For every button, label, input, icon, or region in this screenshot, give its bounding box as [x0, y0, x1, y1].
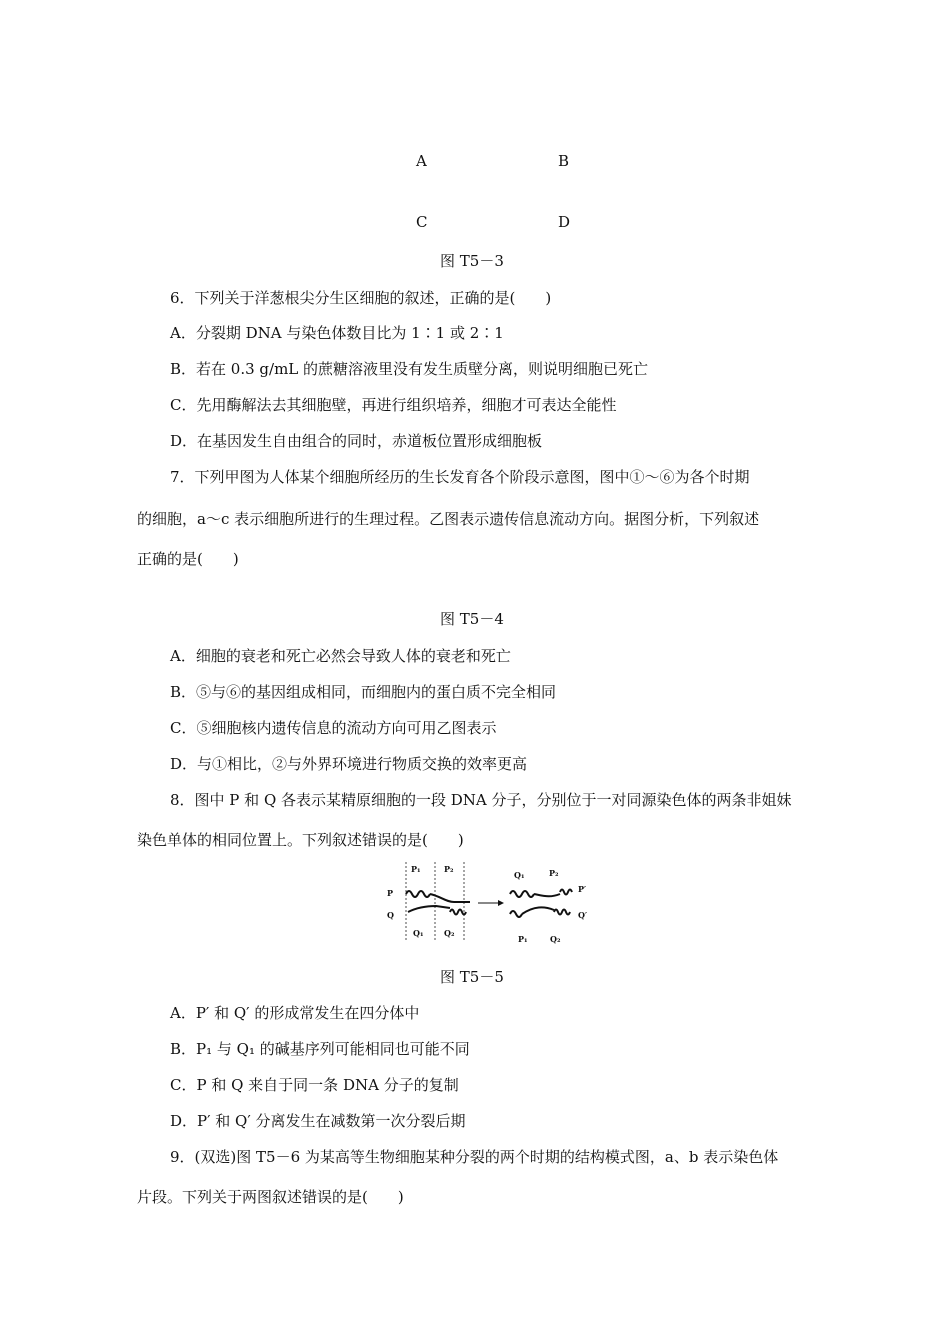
fig5-right-label-p1: P₁ — [518, 934, 528, 944]
q8-stem-line-2: 染色单体的相同位置上。下列叙述错误的是( ) — [137, 831, 464, 849]
q6-option-c: C．先用酶解法去其细胞壁，再进行组织培养，细胞才可表达全能性 — [170, 396, 617, 414]
fig3-label-a: A — [416, 152, 427, 170]
q7-option-c: C．⑤细胞核内遗传信息的流动方向可用乙图表示 — [170, 719, 497, 737]
fig5-left-q-strand — [408, 906, 466, 915]
fig3-label-b: B — [558, 152, 570, 170]
fig5-label-p2: P₂ — [444, 864, 454, 874]
fig3-label-d: D — [558, 213, 571, 231]
q6-option-b: B．若在 0.3 g/mL 的蔗糖溶液里没有发生质壁分离，则说明细胞已死亡 — [170, 360, 649, 378]
fig4-caption: 图 T5－4 — [440, 610, 504, 628]
q6-option-d: D．在基因发生自由组合的同时，赤道板位置形成细胞板 — [170, 432, 543, 450]
q8-option-a: A．P′ 和 Q′ 的形成常发生在四分体中 — [170, 1004, 420, 1022]
fig5-caption: 图 T5－5 — [440, 968, 504, 986]
q9-stem-line-2: 片段。下列关于两图叙述错误的是( ) — [137, 1188, 404, 1206]
fig5-right-label-q2: Q₂ — [550, 934, 561, 944]
q6-stem: 6．下列关于洋葱根尖分生区细胞的叙述，正确的是( ) — [170, 289, 552, 307]
q7-stem-line-3: 正确的是( ) — [137, 550, 239, 568]
q7-stem-line-1: 7．下列甲图为人体某个细胞所经历的生长发育各个阶段示意图，图中①～⑥为各个时期 — [170, 468, 750, 486]
q8-option-c: C．P 和 Q 来自于同一条 DNA 分子的复制 — [170, 1076, 459, 1094]
fig5-arrowhead — [498, 900, 504, 906]
fig5-right-label-p-prime: P′ — [578, 884, 587, 894]
q6-option-a: A．分裂期 DNA 与染色体数目比为 1∶1 或 2∶1 — [170, 324, 504, 342]
q7-option-d: D．与①相比，②与外界环境进行物质交换的效率更高 — [170, 755, 528, 773]
q7-stem-line-2: 的细胞，a～c 表示细胞所进行的生理过程。乙图表示遗传信息流动方向。据图分析，下列叙述 — [137, 510, 760, 528]
fig5-label-p: P — [387, 888, 394, 898]
q7-option-b: B．⑤与⑥的基因组成相同，而细胞内的蛋白质不完全相同 — [170, 683, 557, 701]
q9-stem-line-1: 9．(双选)图 T5－6 为某高等生物细胞某种分裂的两个时期的结构模式图，a、b 表示染色体 — [170, 1148, 779, 1166]
fig5-right-p-prime-strand — [510, 890, 572, 898]
q8-option-d: D．P′ 和 Q′ 分离发生在减数第一次分裂后期 — [170, 1112, 466, 1130]
q8-stem-line-1: 8．图中 P 和 Q 各表示某精原细胞的一段 DNA 分子，分别位于一对同源染色体的两条非姐妹 — [170, 791, 792, 809]
fig5-label-q1: Q₁ — [413, 928, 424, 938]
fig3-label-c: C — [416, 213, 428, 231]
fig5-right-label-q-prime: Q′ — [578, 910, 588, 920]
fig5-right-q-prime-strand — [510, 907, 570, 917]
q8-option-b: B．P₁ 与 Q₁ 的碱基序列可能相同也可能不同 — [170, 1040, 470, 1058]
fig3-caption: 图 T5－3 — [440, 252, 504, 270]
fig5-right-label-q1: Q₁ — [514, 870, 525, 880]
q7-option-a: A．细胞的衰老和死亡必然会导致人体的衰老和死亡 — [170, 647, 511, 665]
fig5-label-q2: Q₂ — [444, 928, 455, 938]
fig5-label-p1: P₁ — [411, 864, 421, 874]
fig5-right-label-p2: P₂ — [549, 868, 559, 878]
fig5-left-p-strand — [406, 891, 470, 902]
fig5-crossover-diagram — [384, 858, 604, 948]
fig5-label-q: Q — [387, 910, 394, 920]
